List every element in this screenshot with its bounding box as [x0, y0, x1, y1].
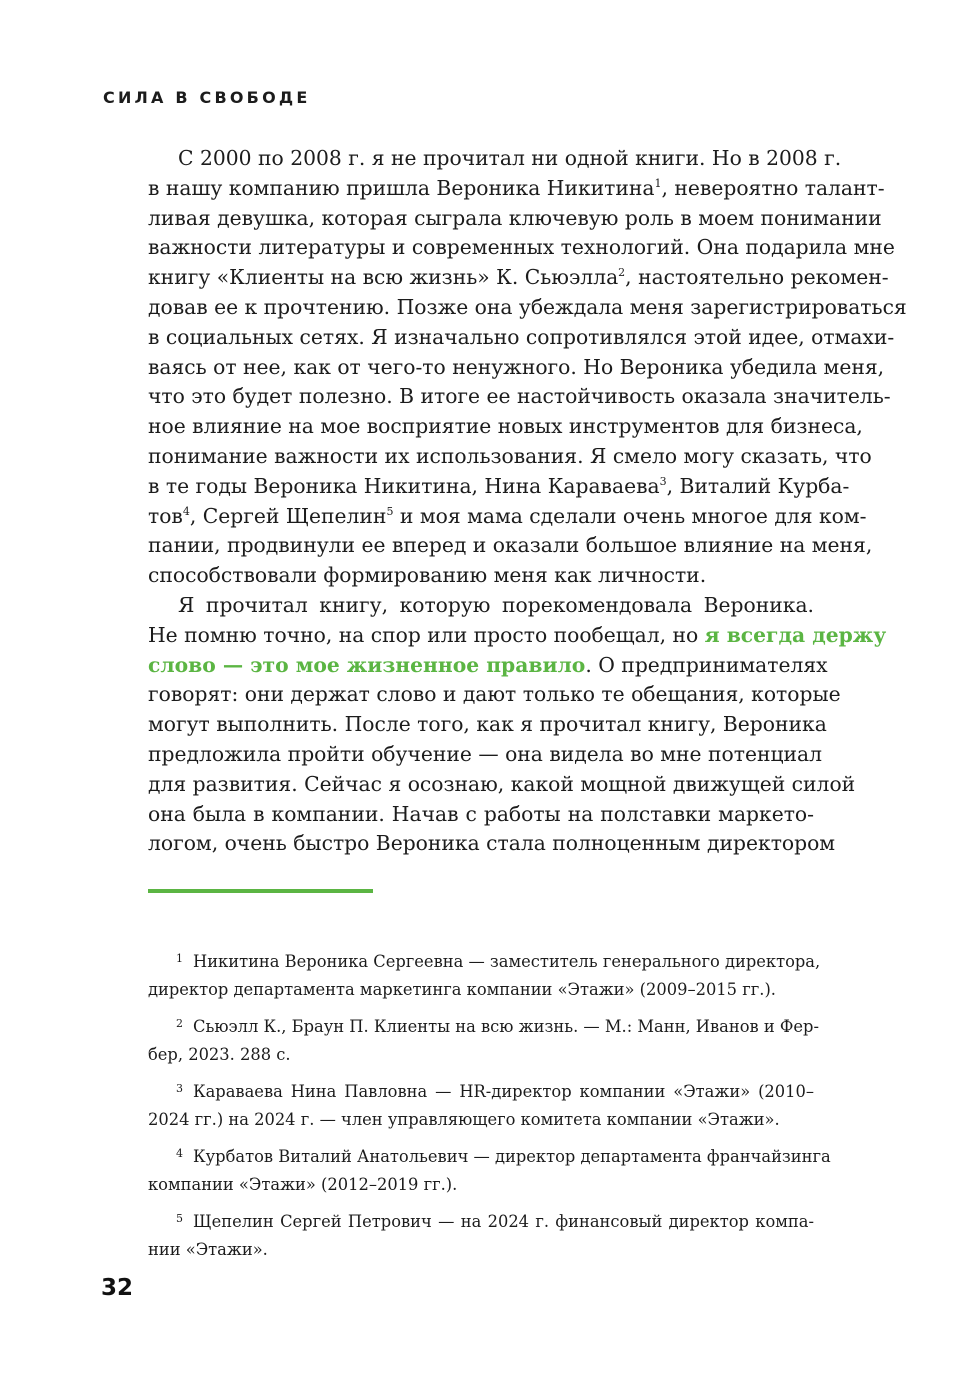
text-line: для развития. Сейчас я осознаю, какой мощной движущей силой [148, 771, 856, 796]
text-line: Не помню точно, на спор или просто пообещал, но я всегда держу [148, 622, 887, 647]
footnote-line: $^5$ Щепелин Сергей Петрович — на 2024 г. финансовый директор компа- [176, 1212, 814, 1231]
text-line: могут выполнить. После того, как я прочитал книгу, Вероника [148, 712, 827, 737]
footnote-number: 2 [176, 1017, 183, 1030]
text-line: ливая девушка, которая сыграла ключевую роль в моем понимании [148, 205, 882, 230]
footnote-ref[interactable]: 2 [618, 266, 626, 280]
text-line: Я прочитал книгу, которую порекомендовала Вероника. [178, 592, 814, 617]
text-line: ваясь от нее, как от чего-то ненужного. Но Вероника убедила меня, [148, 354, 885, 379]
footnote-item [148, 1075, 814, 1133]
text-line: пании, продвинули ее вперед и оказали большое влияние на меня, [148, 533, 873, 558]
running-head: СИЛА В СВОБОДЕ [103, 88, 311, 107]
text-line: способствовали формированию меня как личности. [148, 563, 707, 588]
text-line: в нашу компанию пришла Вероника Никитина$^1$, невероятно талант- [148, 175, 885, 200]
footnote-number: 1 [176, 952, 183, 965]
footnote-line: бер, 2023. 288 с. [148, 1044, 291, 1064]
text-line: в те годы Вероника Никитина, Нина Караваева$^3$, Виталий Курба- [148, 473, 850, 498]
paragraph-2 [148, 591, 887, 859]
footnote-item [148, 1010, 819, 1068]
text-line: ное влияние на мое восприятие новых инструментов для бизнеса, [148, 414, 863, 439]
footnote-line: компании «Этажи» (2012–2019 гг.). [148, 1174, 458, 1194]
text-line: тов$^4$, Сергей Щепелин$^5$ и моя мама сделали очень многое для ком- [148, 503, 867, 528]
footnote-line: $^2$ Сьюэлл К., Браун П. Клиенты на всю жизнь. — М.: Манн, Иванов и Фер- [176, 1017, 819, 1036]
footnote-line: директор департамента маркетинга компании «Этажи» (2009–2015 гг.). [148, 979, 776, 999]
text-line: довав ее к прочтению. Позже она убеждала меня зарегистрироваться [148, 294, 907, 319]
text-line: предложила пройти обучение — она видела во мне потенциал [148, 741, 823, 766]
footnote-ref[interactable]: 4 [182, 504, 190, 518]
footnote-ref[interactable]: 1 [654, 176, 662, 190]
footnote-line: $^4$ Курбатов Виталий Анатольевич — директор департамента франчайзинга [176, 1147, 831, 1166]
page-number: 32 [101, 1275, 134, 1301]
text-line: важности литературы и современных технологий. Она подарила мне [148, 235, 895, 260]
text-line: что это будет полезно. В итоге ее настойчивость оказала значитель- [148, 384, 891, 409]
footnote-ref[interactable]: 3 [659, 474, 667, 488]
footnote-item [148, 1140, 831, 1198]
text-line: в социальных сетях. Я изначально сопротивлялся этой идее, отмахи- [148, 324, 895, 349]
footnote-number: 3 [176, 1082, 183, 1095]
footnote-line: нии «Этажи». [148, 1239, 268, 1259]
footnote-divider [148, 889, 373, 893]
highlighted-quote: я всегда держу [704, 622, 887, 647]
text-line: С 2000 по 2008 г. я не прочитал ни одной книги. Но в 2008 г. [178, 146, 842, 170]
text-line: она была в компании. Начав с работы на полставки маркето- [148, 801, 814, 826]
footnote-number: 4 [176, 1147, 183, 1160]
text-line: говорят: они держат слово и дают только те обещания, которые [148, 682, 841, 707]
footnote-line: $^3$ Караваева Нина Павловна — HR-директор компании «Этажи» (2010– [176, 1082, 814, 1101]
footnote-line: $^1$ Никитина Вероника Сергеевна — заместитель генерального директора, [176, 952, 821, 971]
text-line: понимание важности их использования. Я смело могу сказать, что [148, 443, 872, 468]
footnote-item [148, 1205, 814, 1263]
footnote-number: 5 [176, 1212, 183, 1225]
text-line: логом, очень быстро Вероника стала полноценным директором [148, 831, 836, 856]
text-line: книгу «Клиенты на всю жизнь» К. Сьюэлла$^2$, настоятельно рекомен- [148, 265, 889, 290]
footnote-item [148, 945, 821, 1003]
footnote-ref[interactable]: 5 [386, 504, 394, 518]
highlighted-quote: слово — это мое жизненное правило [148, 652, 586, 677]
text-line: слово — это мое жизненное правило. О предпринимателях [148, 652, 828, 677]
footnote-line: 2024 гг.) на 2024 г. — член управляющего комитета компании «Этажи». [148, 1109, 780, 1129]
body-text [148, 144, 907, 859]
footnotes [148, 945, 831, 1270]
paragraph-1 [148, 144, 907, 591]
